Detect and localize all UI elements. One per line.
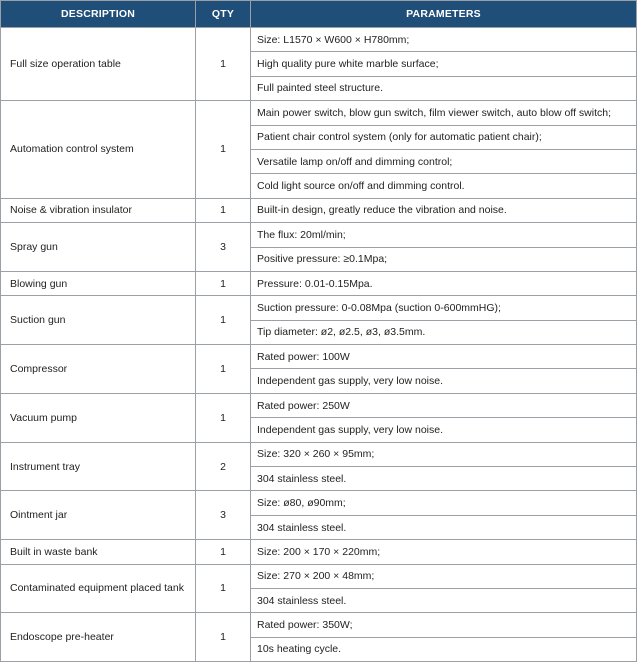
item-parameter: Size: L1570 × W600 × H780mm; <box>251 28 637 52</box>
item-parameter: Size: 200 × 170 × 220mm; <box>251 540 637 564</box>
item-quantity: 1 <box>196 101 251 199</box>
item-description: Built in waste bank <box>1 540 196 564</box>
item-description: Vacuum pump <box>1 393 196 442</box>
item-parameter: 304 stainless steel. <box>251 467 637 491</box>
item-description: Full size operation table <box>1 28 196 101</box>
item-quantity: 1 <box>196 393 251 442</box>
header-description: DESCRIPTION <box>1 1 196 28</box>
table-row <box>1 271 637 295</box>
item-quantity: 3 <box>196 491 251 540</box>
table-row <box>1 198 637 222</box>
item-parameter: Versatile lamp on/off and dimming control; <box>251 149 637 173</box>
item-description: Noise & vibration insulator <box>1 198 196 222</box>
item-quantity: 1 <box>196 540 251 564</box>
item-parameter: Size: 270 × 200 × 48mm; <box>251 564 637 588</box>
item-parameter: Independent gas supply, very low noise. <box>251 369 637 393</box>
item-description: Contaminated equipment placed tank <box>1 564 196 613</box>
item-description: Endoscope pre-heater <box>1 613 196 662</box>
item-quantity: 1 <box>196 271 251 295</box>
item-quantity: 1 <box>196 613 251 662</box>
table-row <box>1 393 637 417</box>
item-description: Suction gun <box>1 296 196 345</box>
table-row <box>1 101 637 125</box>
table-row <box>1 613 637 637</box>
table-row <box>1 540 637 564</box>
item-quantity: 1 <box>196 564 251 613</box>
table-row <box>1 28 637 52</box>
table-row <box>1 296 637 320</box>
item-parameter: 304 stainless steel. <box>251 588 637 612</box>
item-quantity: 2 <box>196 442 251 491</box>
item-parameter: Positive pressure: ≥0.1Mpa; <box>251 247 637 271</box>
table-row <box>1 345 637 369</box>
item-parameter: Independent gas supply, very low noise. <box>251 418 637 442</box>
item-description: Ointment jar <box>1 491 196 540</box>
table-row <box>1 442 637 466</box>
item-description: Instrument tray <box>1 442 196 491</box>
header-row <box>1 1 637 28</box>
table-body <box>1 28 637 662</box>
item-parameter: Suction pressure: 0-0.08Mpa (suction 0-600mmHG); <box>251 296 637 320</box>
item-parameter: Rated power: 250W <box>251 393 637 417</box>
item-quantity: 1 <box>196 296 251 345</box>
item-quantity: 1 <box>196 345 251 394</box>
item-parameter: Rated power: 100W <box>251 345 637 369</box>
header-qty: QTY <box>196 1 251 28</box>
item-description: Blowing gun <box>1 271 196 295</box>
table-row <box>1 564 637 588</box>
table-header <box>1 1 637 28</box>
item-parameter: The flux: 20ml/min; <box>251 223 637 247</box>
item-parameter: 10s heating cycle. <box>251 637 637 661</box>
item-parameter: Built-in design, greatly reduce the vibration and noise. <box>251 198 637 222</box>
item-parameter: Full painted steel structure. <box>251 76 637 100</box>
item-parameter: Cold light source on/off and dimming control. <box>251 174 637 198</box>
header-parameters: PARAMETERS <box>251 1 637 28</box>
item-parameter: 304 stainless steel. <box>251 515 637 539</box>
item-description: Compressor <box>1 345 196 394</box>
item-description: Automation control system <box>1 101 196 199</box>
item-parameter: Patient chair control system (only for automatic patient chair); <box>251 125 637 149</box>
item-parameter: Tip diameter: ø2, ø2.5, ø3, ø3.5mm. <box>251 320 637 344</box>
item-quantity: 1 <box>196 198 251 222</box>
item-description: Spray gun <box>1 223 196 272</box>
table-row <box>1 491 637 515</box>
item-parameter: High quality pure white marble surface; <box>251 52 637 76</box>
item-quantity: 1 <box>196 28 251 101</box>
item-parameter: Size: 320 × 260 × 95mm; <box>251 442 637 466</box>
item-parameter: Main power switch, blow gun switch, film viewer switch, auto blow off switch; <box>251 101 637 125</box>
table-row <box>1 223 637 247</box>
item-quantity: 3 <box>196 223 251 272</box>
item-parameter: Rated power: 350W; <box>251 613 637 637</box>
item-parameter: Pressure: 0.01-0.15Mpa. <box>251 271 637 295</box>
item-parameter: Size: ø80, ø90mm; <box>251 491 637 515</box>
